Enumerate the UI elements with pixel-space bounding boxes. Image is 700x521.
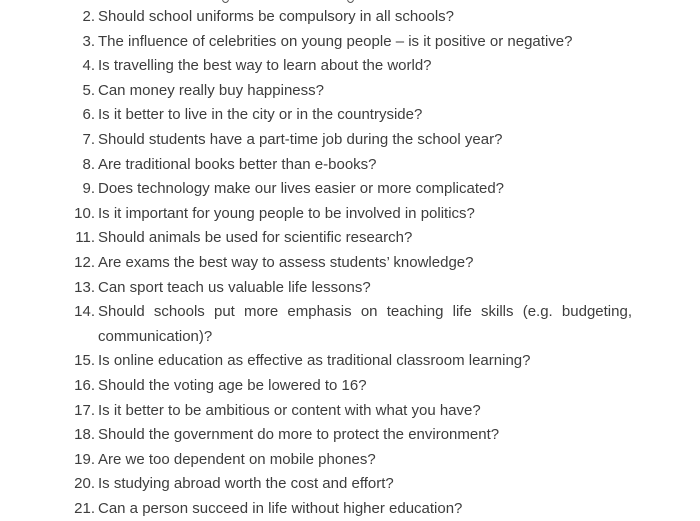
question-text: Are we too dependent on mobile phones? [98, 450, 376, 468]
question-item [0, 251, 700, 276]
question-item [0, 226, 700, 251]
question-number: 6. [82, 106, 95, 124]
cutoff-line-descender-mark [347, 0, 354, 3]
question-number: 21. [74, 499, 95, 517]
question-text: Is it better to live in the city or in the countryside? [98, 106, 423, 124]
question-item [0, 79, 700, 104]
question-item [0, 399, 700, 424]
question-text: Is studying abroad worth the cost and effort? [98, 475, 394, 493]
question-text: Is it better to be ambitious or content with what you have? [98, 401, 481, 419]
question-number: 16. [74, 376, 95, 394]
question-item [0, 177, 700, 202]
question-text: Are exams the best way to assess students’ knowledge? [98, 253, 474, 271]
question-number: 14. [74, 303, 95, 321]
question-item [0, 374, 700, 399]
cutoff-line-descender-mark [222, 0, 229, 3]
question-item [0, 349, 700, 374]
question-text: Should the government do more to protect the environment? [98, 426, 500, 444]
question-item [0, 153, 700, 178]
question-number: 15. [74, 352, 95, 370]
question-text: Is online education as effective as traditional classroom learning? [98, 352, 531, 370]
question-item [0, 54, 700, 79]
question-item [0, 448, 700, 473]
question-text: The influence of celebrities on young people – is it positive or negative? [98, 32, 573, 50]
question-number: 18. [74, 426, 95, 444]
question-number: 2. [82, 8, 95, 25]
question-text: Should school uniforms be compulsory in all schools? [98, 8, 455, 25]
question-text: Is it important for young people to be involved in politics? [98, 204, 475, 222]
question-item [0, 423, 700, 448]
question-number: 20. [74, 475, 95, 493]
question-item [0, 30, 700, 55]
question-list [0, 5, 700, 521]
question-text: Should students have a part-time job during the school year? [98, 130, 503, 148]
question-item [0, 300, 700, 349]
question-text: Should schools put more emphasis on teaching life skills (e.g. budgeting, communication)? [98, 303, 632, 345]
question-text: Should animals be used for scientific research? [98, 229, 413, 247]
question-number: 4. [82, 57, 95, 75]
question-text: Can a person succeed in life without higher education? [98, 499, 463, 517]
question-number: 3. [82, 32, 95, 50]
question-number: 11. [75, 229, 95, 247]
question-item [0, 276, 700, 301]
question-text: Are traditional books better than e-books? [98, 155, 377, 173]
question-number: 13. [74, 278, 95, 296]
question-item [0, 497, 700, 521]
question-item [0, 472, 700, 497]
question-text: Does technology make our lives easier or more complicated? [98, 180, 505, 198]
question-item [0, 202, 700, 227]
question-number: 10. [74, 204, 95, 222]
question-text: Can money really buy happiness? [98, 81, 324, 99]
question-number: 9. [82, 180, 95, 198]
question-number: 17. [74, 401, 95, 419]
question-number: 5. [82, 81, 95, 99]
question-item [0, 128, 700, 153]
question-number: 19. [74, 450, 95, 468]
question-number: 12. [74, 253, 95, 271]
question-item [0, 5, 700, 30]
question-number: 7. [82, 130, 95, 148]
question-text: Should the voting age be lowered to 16? [98, 376, 367, 394]
question-text: Can sport teach us valuable life lessons? [98, 278, 371, 296]
question-item [0, 103, 700, 128]
question-number: 8. [82, 155, 95, 173]
question-text: Is travelling the best way to learn about the world? [98, 57, 432, 75]
